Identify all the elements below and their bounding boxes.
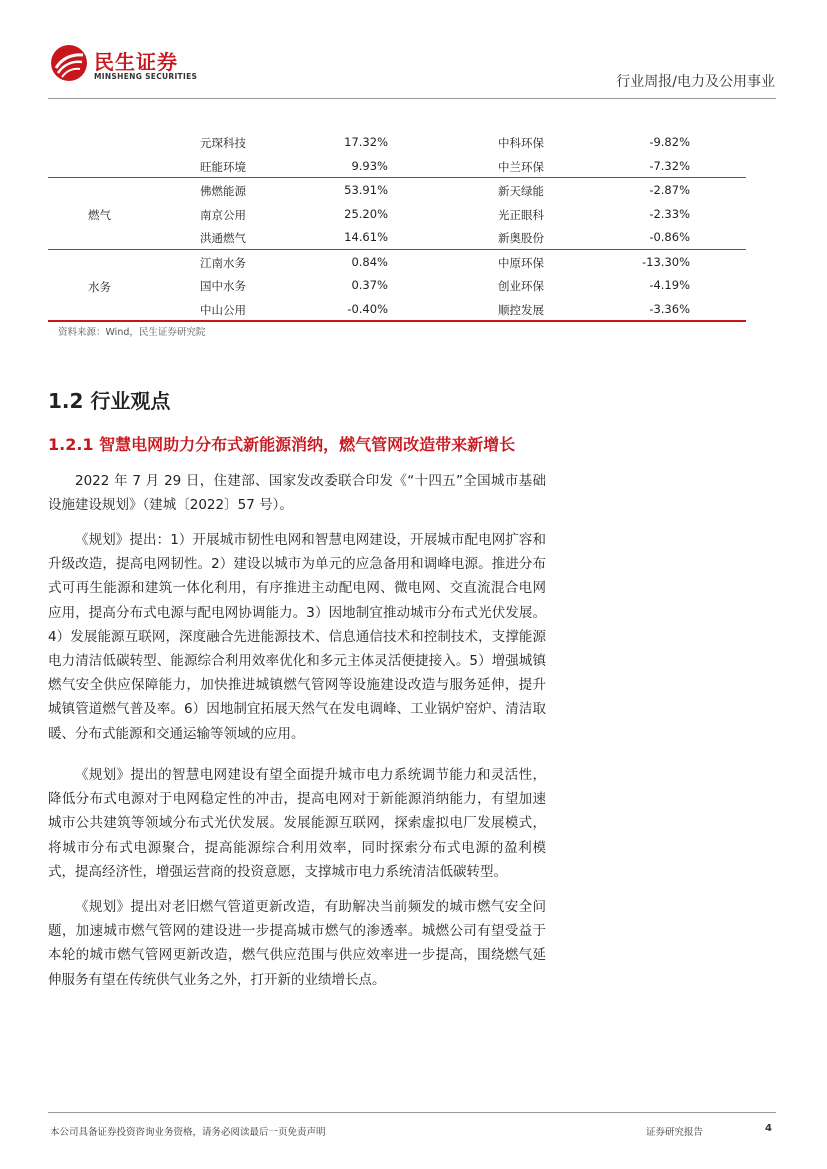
stock-name-down: 光正眼科 bbox=[498, 207, 544, 222]
stock-name-down: 中科环保 bbox=[498, 136, 544, 150]
brand-logo bbox=[50, 44, 210, 88]
stock-change-down: -9.82% bbox=[649, 135, 690, 149]
stock-change-up: 25.20% bbox=[344, 206, 388, 221]
stock-change-down: -13.30% bbox=[642, 254, 690, 269]
table-row bbox=[48, 250, 746, 274]
footer-report-type: 证券研究报告 bbox=[646, 1127, 704, 1138]
stock-change-up: 17.32% bbox=[344, 135, 388, 149]
stock-name-down: 新奥股份 bbox=[498, 231, 544, 245]
stock-name-down: 中原环保 bbox=[498, 255, 544, 270]
stock-name-up: 南京公用 bbox=[200, 207, 246, 222]
section-heading: 1.2 行业观点 bbox=[48, 389, 171, 413]
table-row bbox=[48, 130, 746, 154]
footer-divider bbox=[48, 1112, 776, 1113]
stock-change-down: -4.19% bbox=[649, 278, 690, 292]
group-label-gas: 燃气 bbox=[88, 208, 111, 222]
stock-change-down: -7.32% bbox=[649, 158, 690, 173]
stock-change-up: 0.84% bbox=[351, 254, 388, 269]
table-row bbox=[48, 297, 746, 321]
table-row bbox=[48, 225, 746, 249]
table-row bbox=[48, 202, 746, 226]
subsection-heading: 1.2.1 智慧电网助力分布式新能源消纳，燃气管网改造带来新增长 bbox=[48, 435, 516, 454]
header-divider bbox=[48, 98, 776, 99]
stock-name-up: 佛燃能源 bbox=[200, 184, 246, 198]
table-row bbox=[48, 273, 746, 297]
stock-performance-table bbox=[48, 130, 746, 322]
stock-change-down: -3.36% bbox=[649, 301, 690, 316]
stock-name-up: 元琛科技 bbox=[200, 136, 246, 150]
group-label-water: 水务 bbox=[88, 279, 111, 294]
stock-name-down: 中兰环保 bbox=[498, 159, 544, 174]
table-row bbox=[48, 178, 746, 202]
footer-disclaimer: 本公司具备证券投资咨询业务资格，请务必阅读最后一页免责声明 bbox=[50, 1127, 326, 1138]
stock-change-down: -2.87% bbox=[649, 183, 690, 197]
minsheng-logo-icon bbox=[50, 44, 88, 82]
stock-change-down: -0.86% bbox=[649, 230, 690, 244]
stock-change-up: 9.93% bbox=[351, 158, 388, 173]
group-gas bbox=[48, 178, 746, 249]
table-row bbox=[48, 154, 746, 178]
table-bottom-rule bbox=[48, 320, 746, 322]
brand-name-cn: 民生证券 bbox=[94, 50, 178, 74]
stock-change-up: 14.61% bbox=[344, 230, 388, 244]
stock-change-up: 53.91% bbox=[344, 183, 388, 197]
stock-name-up: 洪通燃气 bbox=[200, 231, 246, 245]
stock-change-down: -2.33% bbox=[649, 206, 690, 221]
page-header bbox=[0, 0, 827, 100]
stock-name-down: 顺控发展 bbox=[498, 302, 544, 317]
brand-name-en: MINSHENG SECURITIES bbox=[94, 72, 198, 81]
stock-name-up: 中山公用 bbox=[200, 302, 246, 317]
stock-change-up: 0.37% bbox=[351, 278, 388, 292]
body-paragraph: 2022 年 7 月 29 日，住建部、国家发改委联合印发《“十四五”全国城市基础设施建设规划》（建城〔2022〕57 号）。 bbox=[48, 473, 546, 514]
body-paragraph: 《规划》提出的智慧电网建设有望全面提升城市电力系统调节能力和灵活性，降低分布式电源对于电网稳定性的冲击，提高电网对于新能源消纳能力，有望加速城市公共建筑等领域分布式光伏发展。发展能源互联网，探索虚拟电厂发展模式，将城市分布式电源聚合，提高能源综合利用效率，同时探索分布式电源的盈利模式，提高经济性，增强运营商的投资意愿，支撑城市电力系统清洁低碳转型。 bbox=[48, 767, 546, 880]
stock-name-up: 国中水务 bbox=[200, 279, 246, 293]
stock-name-up: 旺能环境 bbox=[200, 159, 246, 174]
group-water bbox=[48, 250, 746, 321]
body-paragraph: 《规划》提出：1）开展城市韧性电网和智慧电网建设，开展城市配电网扩容和升级改造，提高电网韧性。2）建设以城市为单元的应急备用和调峰电源。推进分布式可再生能源和建筑一体化利用，有序推进主动配电网、微电网、交直流混合电网应用，提高分布式电源与配电网协调能力。3）因地制宜推动城市分布式光伏发展。4）发展能源互联网，深度融合先进能源技术、信息通信技术和控制技术，支撑能源电力清洁低碳转型、能源综合利用效率优化和多元主体灵活便捷接入。5）增强城镇燃气安全供应保障能力，加快推进城镇燃气管网等设施建设改造与服务延伸，提升城镇管道燃气普及率。6）因地制宜拓展天然气在发电调峰、工业锅炉窑炉、清洁取暖、分布式能源和交通运输等领域的应用。 bbox=[48, 532, 546, 742]
stock-name-down: 创业环保 bbox=[498, 279, 544, 293]
stock-name-up: 江南水务 bbox=[200, 255, 246, 270]
report-category: 行业周报/电力及公用事业 bbox=[616, 74, 775, 90]
table-source-note: 资料来源：Wind，民生证券研究院 bbox=[58, 327, 206, 338]
stock-name-down: 新天绿能 bbox=[498, 184, 544, 198]
page-number: 4 bbox=[765, 1123, 772, 1134]
body-paragraph: 《规划》提出对老旧燃气管道更新改造，有助解决当前频发的城市燃气安全问题，加速城市燃气管网的建设进一步提高城市燃气的渗透率。城燃公司有望受益于本轮的城市燃气管网更新改造，燃气供应范围与供应效率进一步提高，围绕燃气延伸服务有望在传统供气业务之外，打开新的业绩增长点。 bbox=[48, 899, 546, 988]
stock-change-up: -0.40% bbox=[347, 301, 388, 316]
